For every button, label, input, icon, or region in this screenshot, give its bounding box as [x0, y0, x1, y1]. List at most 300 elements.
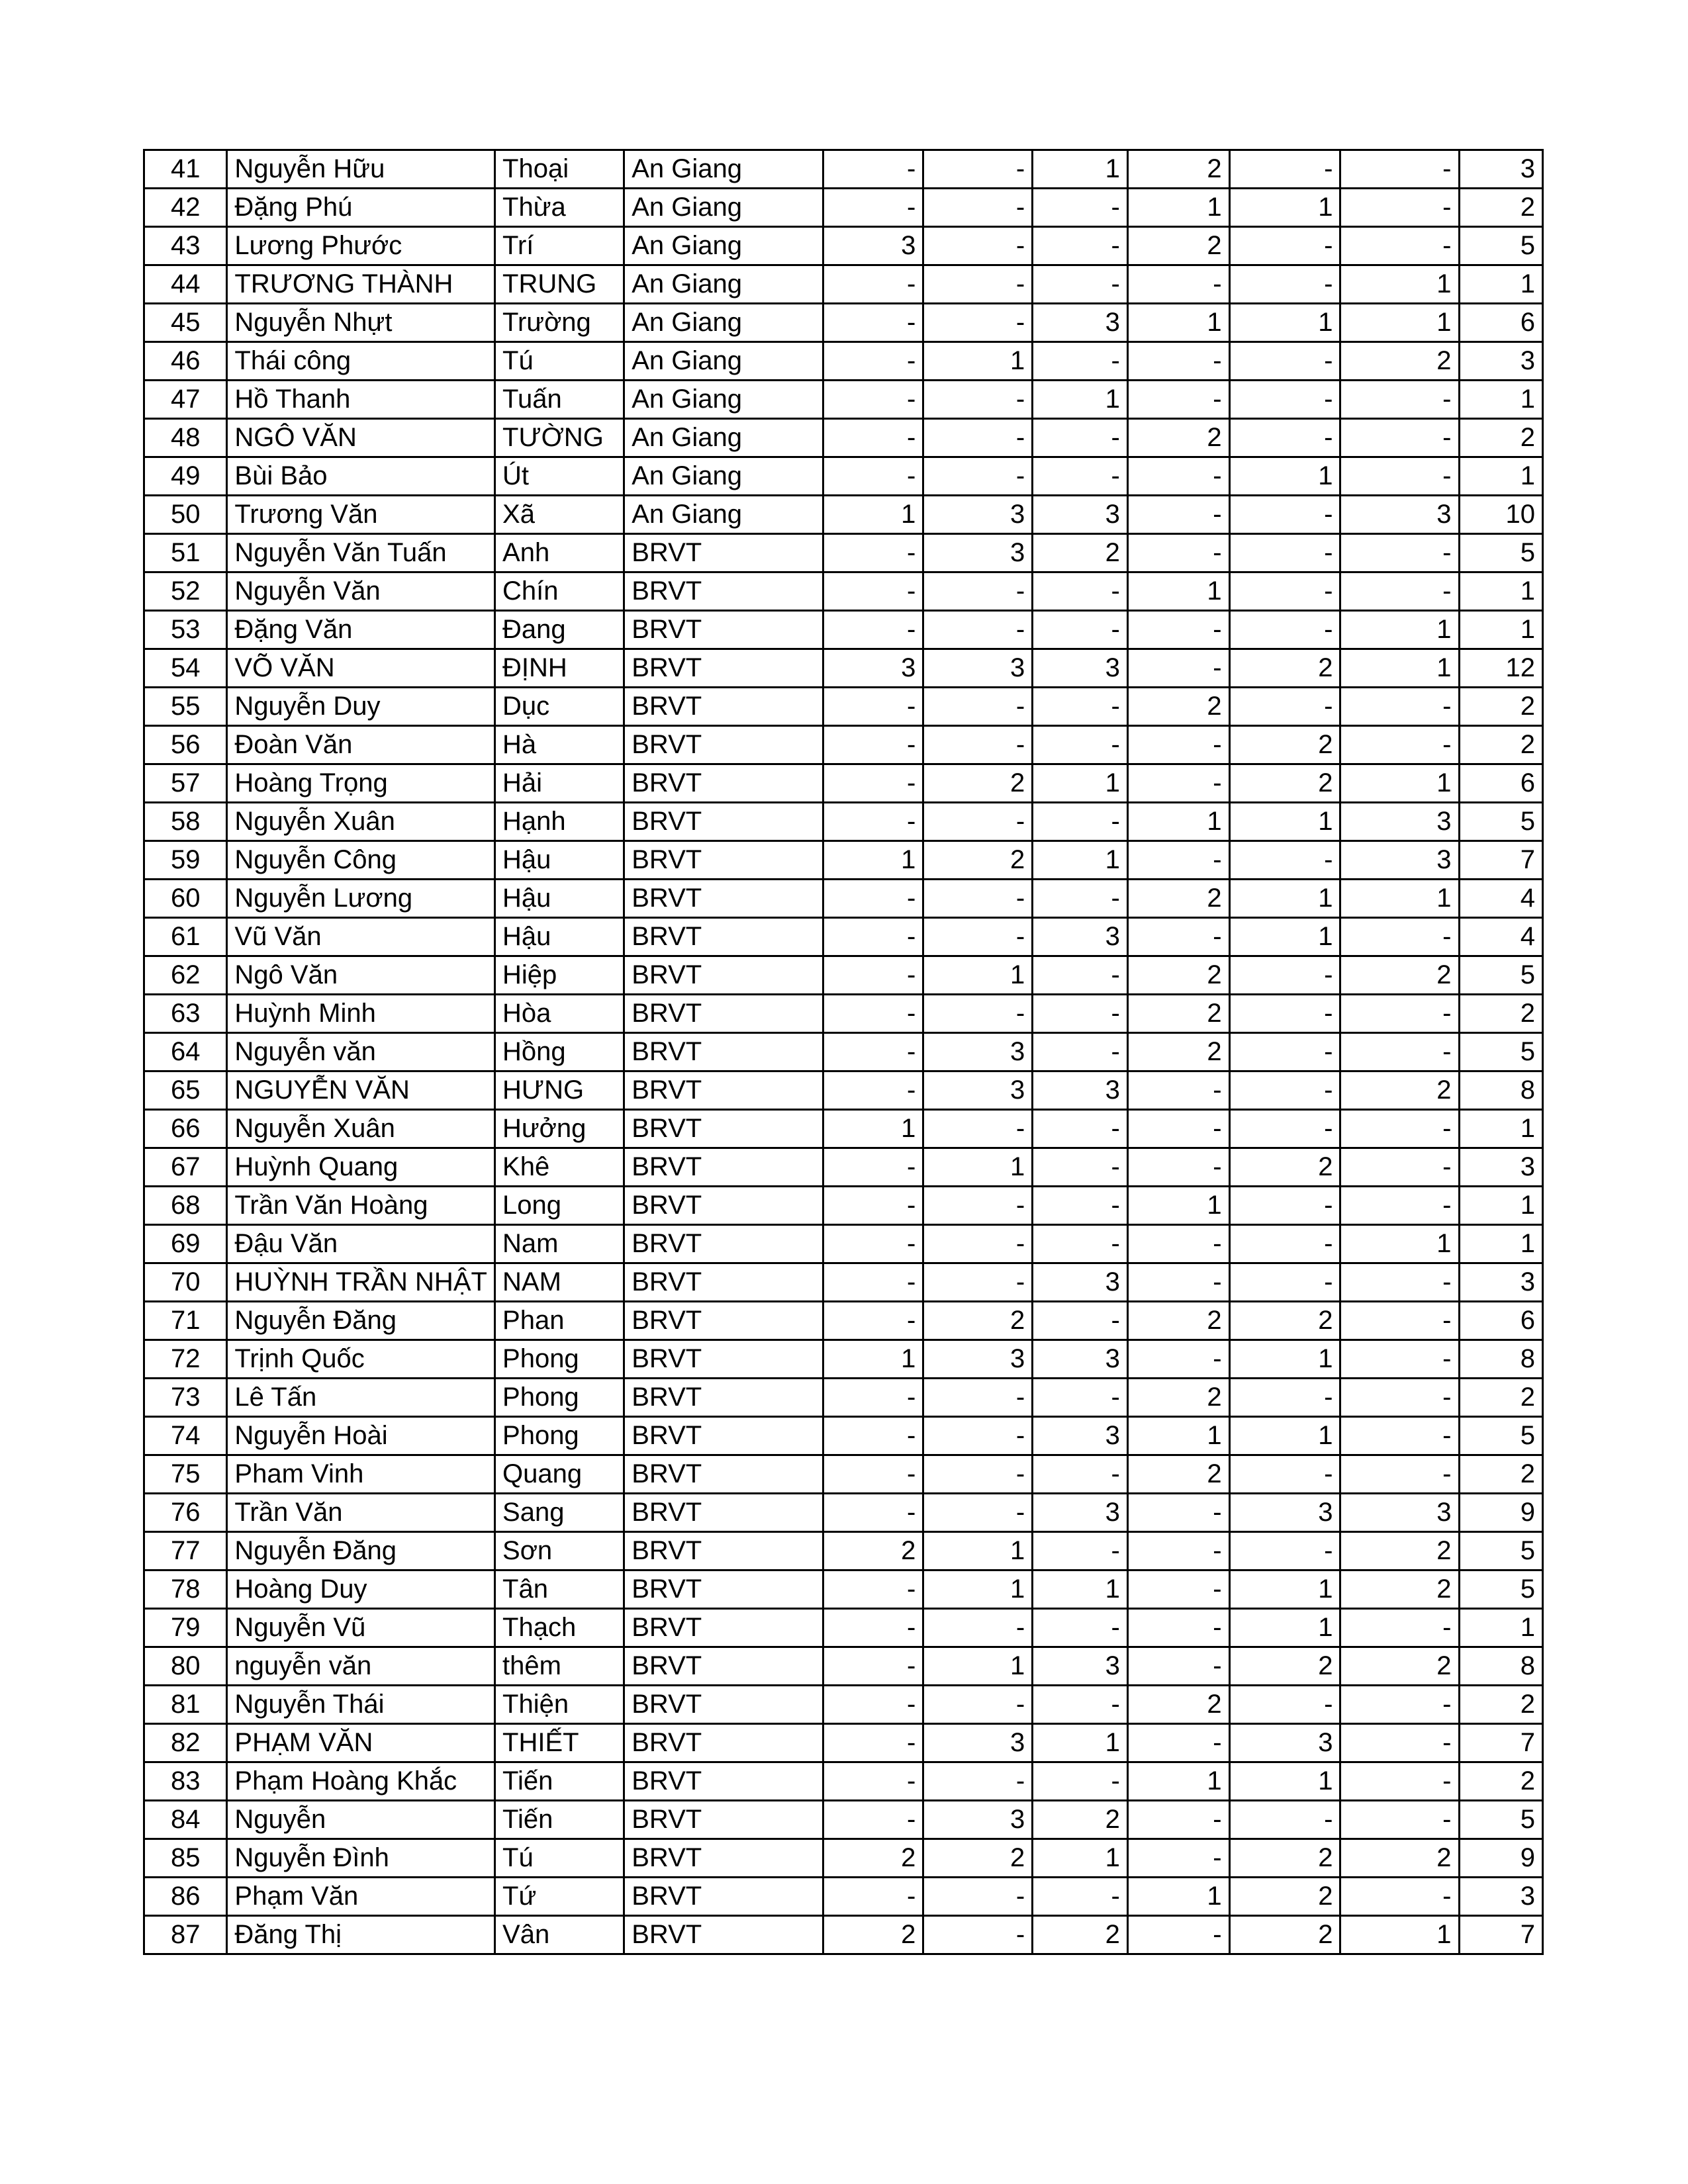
given-name-cell: Tiến: [495, 1801, 624, 1839]
score-4-cell: -: [1127, 726, 1229, 764]
score-5-cell: -: [1229, 1225, 1340, 1263]
table-row: [144, 189, 1543, 227]
score-5-cell: 1: [1229, 1417, 1340, 1455]
total-cell: 3: [1459, 1878, 1543, 1916]
table-row: [144, 534, 1543, 572]
table-row: [144, 1340, 1543, 1379]
total-cell: 1: [1459, 1225, 1543, 1263]
surname-cell: Lê Tấn: [227, 1379, 495, 1417]
score-6-cell: -: [1340, 1187, 1459, 1225]
score-6-cell: -: [1340, 534, 1459, 572]
province-cell: BRVT: [624, 956, 823, 995]
score-1-cell: -: [823, 764, 923, 803]
score-5-cell: -: [1229, 841, 1340, 880]
surname-cell: Phạm Hoàng Khắc: [227, 1762, 495, 1801]
province-cell: BRVT: [624, 726, 823, 764]
score-4-cell: -: [1127, 342, 1229, 381]
score-2-cell: -: [923, 1187, 1033, 1225]
row-number: 63: [144, 995, 227, 1033]
score-3-cell: 1: [1033, 764, 1128, 803]
score-4-cell: 2: [1127, 688, 1229, 726]
total-cell: 5: [1459, 534, 1543, 572]
score-2-cell: -: [923, 918, 1033, 956]
score-4-cell: -: [1127, 1532, 1229, 1570]
score-6-cell: -: [1340, 1878, 1459, 1916]
score-3-cell: 1: [1033, 1570, 1128, 1609]
score-5-cell: 2: [1229, 764, 1340, 803]
row-number: 71: [144, 1302, 227, 1340]
row-number: 79: [144, 1609, 227, 1647]
total-cell: 3: [1459, 342, 1543, 381]
score-6-cell: -: [1340, 1379, 1459, 1417]
score-4-cell: -: [1127, 1839, 1229, 1878]
score-3-cell: -: [1033, 1686, 1128, 1724]
row-number: 84: [144, 1801, 227, 1839]
score-5-cell: 3: [1229, 1724, 1340, 1762]
score-4-cell: -: [1127, 1110, 1229, 1148]
surname-cell: Nguyễn: [227, 1801, 495, 1839]
surname-cell: Nguyễn Thái: [227, 1686, 495, 1724]
table-row: [144, 1033, 1543, 1071]
table-row: [144, 1878, 1543, 1916]
score-3-cell: -: [1033, 1033, 1128, 1071]
table-row: [144, 1071, 1543, 1110]
score-3-cell: 2: [1033, 1916, 1128, 1954]
score-3-cell: 1: [1033, 841, 1128, 880]
total-cell: 5: [1459, 1570, 1543, 1609]
score-2-cell: 3: [923, 1071, 1033, 1110]
score-3-cell: 2: [1033, 534, 1128, 572]
province-cell: An Giang: [624, 304, 823, 342]
score-5-cell: 2: [1229, 649, 1340, 688]
total-cell: 3: [1459, 1148, 1543, 1187]
surname-cell: Bùi Bảo: [227, 457, 495, 496]
score-3-cell: -: [1033, 227, 1128, 265]
row-number: 46: [144, 342, 227, 381]
total-cell: 2: [1459, 419, 1543, 457]
score-2-cell: -: [923, 1263, 1033, 1302]
row-number: 72: [144, 1340, 227, 1379]
score-1-cell: -: [823, 1647, 923, 1686]
given-name-cell: TRUNG: [495, 265, 624, 304]
table-row: [144, 1148, 1543, 1187]
score-1-cell: -: [823, 1609, 923, 1647]
row-number: 70: [144, 1263, 227, 1302]
total-cell: 2: [1459, 726, 1543, 764]
score-2-cell: -: [923, 1609, 1033, 1647]
surname-cell: Ngô Văn: [227, 956, 495, 995]
surname-cell: Trần Văn: [227, 1494, 495, 1532]
score-1-cell: -: [823, 1379, 923, 1417]
table-row: [144, 1801, 1543, 1839]
given-name-cell: Phan: [495, 1302, 624, 1340]
surname-cell: Nguyễn Đăng: [227, 1532, 495, 1570]
row-number: 41: [144, 150, 227, 189]
score-1-cell: -: [823, 304, 923, 342]
given-name-cell: Hạnh: [495, 803, 624, 841]
total-cell: 5: [1459, 956, 1543, 995]
score-4-cell: -: [1127, 918, 1229, 956]
score-4-cell: -: [1127, 764, 1229, 803]
total-cell: 6: [1459, 764, 1543, 803]
score-5-cell: -: [1229, 150, 1340, 189]
given-name-cell: Hiệp: [495, 956, 624, 995]
score-2-cell: -: [923, 419, 1033, 457]
score-3-cell: -: [1033, 1302, 1128, 1340]
total-cell: 6: [1459, 1302, 1543, 1340]
score-1-cell: -: [823, 1455, 923, 1494]
score-4-cell: -: [1127, 1609, 1229, 1647]
total-cell: 5: [1459, 1033, 1543, 1071]
score-1-cell: -: [823, 342, 923, 381]
score-2-cell: 1: [923, 1647, 1033, 1686]
table-row: [144, 688, 1543, 726]
score-1-cell: -: [823, 1187, 923, 1225]
surname-cell: Hồ Thanh: [227, 381, 495, 419]
province-cell: BRVT: [624, 1302, 823, 1340]
score-2-cell: -: [923, 803, 1033, 841]
score-2-cell: -: [923, 1417, 1033, 1455]
score-5-cell: 2: [1229, 1302, 1340, 1340]
given-name-cell: Tứ: [495, 1878, 624, 1916]
table-row: [144, 1187, 1543, 1225]
table-row: [144, 1762, 1543, 1801]
given-name-cell: Anh: [495, 534, 624, 572]
province-cell: An Giang: [624, 457, 823, 496]
total-cell: 5: [1459, 1801, 1543, 1839]
surname-cell: Nguyễn Đình: [227, 1839, 495, 1878]
score-2-cell: -: [923, 688, 1033, 726]
score-2-cell: -: [923, 150, 1033, 189]
row-number: 51: [144, 534, 227, 572]
score-1-cell: -: [823, 956, 923, 995]
province-cell: BRVT: [624, 1609, 823, 1647]
row-number: 52: [144, 572, 227, 611]
row-number: 48: [144, 419, 227, 457]
score-2-cell: 2: [923, 764, 1033, 803]
province-cell: BRVT: [624, 649, 823, 688]
score-5-cell: 2: [1229, 1916, 1340, 1954]
score-5-cell: -: [1229, 995, 1340, 1033]
row-number: 42: [144, 189, 227, 227]
score-1-cell: -: [823, 1878, 923, 1916]
score-1-cell: 3: [823, 649, 923, 688]
score-6-cell: -: [1340, 1455, 1459, 1494]
score-5-cell: -: [1229, 1033, 1340, 1071]
score-5-cell: 1: [1229, 189, 1340, 227]
table-row: [144, 572, 1543, 611]
score-1-cell: -: [823, 726, 923, 764]
score-3-cell: 1: [1033, 150, 1128, 189]
score-1-cell: -: [823, 1225, 923, 1263]
score-4-cell: -: [1127, 1916, 1229, 1954]
total-cell: 9: [1459, 1839, 1543, 1878]
total-cell: 8: [1459, 1647, 1543, 1686]
surname-cell: Nguyễn Văn Tuấn: [227, 534, 495, 572]
row-number: 54: [144, 649, 227, 688]
score-6-cell: 2: [1340, 1570, 1459, 1609]
province-cell: BRVT: [624, 1532, 823, 1570]
province-cell: BRVT: [624, 1263, 823, 1302]
row-number: 58: [144, 803, 227, 841]
score-2-cell: -: [923, 611, 1033, 649]
score-4-cell: -: [1127, 1225, 1229, 1263]
score-4-cell: 2: [1127, 150, 1229, 189]
surname-cell: Nguyễn Duy: [227, 688, 495, 726]
row-number: 78: [144, 1570, 227, 1609]
score-1-cell: 3: [823, 227, 923, 265]
table-row: [144, 880, 1543, 918]
table-row: [144, 1417, 1543, 1455]
score-4-cell: -: [1127, 1647, 1229, 1686]
row-number: 80: [144, 1647, 227, 1686]
score-6-cell: -: [1340, 995, 1459, 1033]
score-1-cell: -: [823, 572, 923, 611]
given-name-cell: Tú: [495, 342, 624, 381]
score-1-cell: 2: [823, 1839, 923, 1878]
score-1-cell: -: [823, 995, 923, 1033]
province-cell: BRVT: [624, 880, 823, 918]
score-4-cell: 1: [1127, 1762, 1229, 1801]
score-5-cell: -: [1229, 1455, 1340, 1494]
table-row: [144, 1379, 1543, 1417]
province-cell: BRVT: [624, 1071, 823, 1110]
score-1-cell: -: [823, 457, 923, 496]
given-name-cell: Út: [495, 457, 624, 496]
score-4-cell: 2: [1127, 956, 1229, 995]
table-row: [144, 1532, 1543, 1570]
score-5-cell: 1: [1229, 1570, 1340, 1609]
score-3-cell: 3: [1033, 649, 1128, 688]
total-cell: 2: [1459, 1762, 1543, 1801]
score-5-cell: 2: [1229, 1878, 1340, 1916]
surname-cell: Nguyễn Văn: [227, 572, 495, 611]
surname-cell: VÕ VĂN: [227, 649, 495, 688]
score-5-cell: -: [1229, 1801, 1340, 1839]
given-name-cell: Hưởng: [495, 1110, 624, 1148]
surname-cell: Trương Văn: [227, 496, 495, 534]
score-5-cell: -: [1229, 1110, 1340, 1148]
score-6-cell: 1: [1340, 1916, 1459, 1954]
score-6-cell: -: [1340, 726, 1459, 764]
total-cell: 5: [1459, 803, 1543, 841]
score-6-cell: 2: [1340, 1839, 1459, 1878]
row-number: 86: [144, 1878, 227, 1916]
score-6-cell: -: [1340, 572, 1459, 611]
row-number: 67: [144, 1148, 227, 1187]
score-4-cell: -: [1127, 1494, 1229, 1532]
total-cell: 1: [1459, 572, 1543, 611]
score-2-cell: -: [923, 1379, 1033, 1417]
score-6-cell: -: [1340, 1148, 1459, 1187]
total-cell: 5: [1459, 1532, 1543, 1570]
table-row: [144, 457, 1543, 496]
score-6-cell: -: [1340, 918, 1459, 956]
province-cell: BRVT: [624, 534, 823, 572]
score-5-cell: -: [1229, 1263, 1340, 1302]
total-cell: 2: [1459, 189, 1543, 227]
surname-cell: HUỲNH TRẦN NHẬT: [227, 1263, 495, 1302]
score-1-cell: -: [823, 381, 923, 419]
surname-cell: Trần Văn Hoàng: [227, 1187, 495, 1225]
score-2-cell: -: [923, 1878, 1033, 1916]
province-cell: BRVT: [624, 1455, 823, 1494]
score-4-cell: 2: [1127, 880, 1229, 918]
score-5-cell: -: [1229, 381, 1340, 419]
score-3-cell: -: [1033, 880, 1128, 918]
score-3-cell: -: [1033, 1187, 1128, 1225]
score-5-cell: 2: [1229, 1839, 1340, 1878]
row-number: 61: [144, 918, 227, 956]
score-2-cell: -: [923, 227, 1033, 265]
given-name-cell: Phong: [495, 1417, 624, 1455]
surname-cell: Vũ Văn: [227, 918, 495, 956]
row-number: 44: [144, 265, 227, 304]
surname-cell: Huỳnh Minh: [227, 995, 495, 1033]
score-1-cell: -: [823, 1724, 923, 1762]
surname-cell: Nguyễn Công: [227, 841, 495, 880]
score-2-cell: 1: [923, 1570, 1033, 1609]
province-cell: BRVT: [624, 1417, 823, 1455]
score-5-cell: -: [1229, 572, 1340, 611]
score-5-cell: -: [1229, 956, 1340, 995]
score-1-cell: -: [823, 688, 923, 726]
score-4-cell: -: [1127, 1801, 1229, 1839]
given-name-cell: Trường: [495, 304, 624, 342]
score-2-cell: 3: [923, 1724, 1033, 1762]
row-number: 49: [144, 457, 227, 496]
row-number: 43: [144, 227, 227, 265]
score-3-cell: 3: [1033, 918, 1128, 956]
province-cell: An Giang: [624, 227, 823, 265]
total-cell: 1: [1459, 1187, 1543, 1225]
row-number: 56: [144, 726, 227, 764]
score-1-cell: 1: [823, 841, 923, 880]
score-4-cell: 1: [1127, 1878, 1229, 1916]
given-name-cell: thêm: [495, 1647, 624, 1686]
score-3-cell: 3: [1033, 496, 1128, 534]
score-3-cell: 3: [1033, 1417, 1128, 1455]
total-cell: 2: [1459, 995, 1543, 1033]
surname-cell: Nguyễn Xuân: [227, 803, 495, 841]
row-number: 62: [144, 956, 227, 995]
surname-cell: Nguyễn Xuân: [227, 1110, 495, 1148]
score-2-cell: 1: [923, 342, 1033, 381]
score-3-cell: -: [1033, 1762, 1128, 1801]
score-6-cell: 2: [1340, 1647, 1459, 1686]
score-5-cell: 1: [1229, 880, 1340, 918]
score-6-cell: -: [1340, 1033, 1459, 1071]
row-number: 85: [144, 1839, 227, 1878]
score-3-cell: 1: [1033, 1839, 1128, 1878]
score-1-cell: -: [823, 534, 923, 572]
score-6-cell: 1: [1340, 611, 1459, 649]
surname-cell: TRƯƠNG THÀNH: [227, 265, 495, 304]
table-row: [144, 419, 1543, 457]
score-1-cell: 1: [823, 1110, 923, 1148]
given-name-cell: Thừa: [495, 189, 624, 227]
row-number: 69: [144, 1225, 227, 1263]
given-name-cell: Hà: [495, 726, 624, 764]
score-5-cell: -: [1229, 342, 1340, 381]
row-number: 87: [144, 1916, 227, 1954]
given-name-cell: Long: [495, 1187, 624, 1225]
score-4-cell: 2: [1127, 227, 1229, 265]
given-name-cell: Dục: [495, 688, 624, 726]
given-name-cell: Tân: [495, 1570, 624, 1609]
score-6-cell: 2: [1340, 342, 1459, 381]
score-1-cell: -: [823, 1686, 923, 1724]
score-4-cell: 2: [1127, 1302, 1229, 1340]
score-5-cell: -: [1229, 1379, 1340, 1417]
province-cell: An Giang: [624, 342, 823, 381]
score-4-cell: 1: [1127, 572, 1229, 611]
province-cell: BRVT: [624, 572, 823, 611]
given-name-cell: Hải: [495, 764, 624, 803]
province-cell: BRVT: [624, 1187, 823, 1225]
table-row: [144, 764, 1543, 803]
province-cell: BRVT: [624, 688, 823, 726]
score-1-cell: -: [823, 189, 923, 227]
province-cell: An Giang: [624, 189, 823, 227]
score-4-cell: 2: [1127, 419, 1229, 457]
given-name-cell: Quang: [495, 1455, 624, 1494]
given-name-cell: ĐỊNH: [495, 649, 624, 688]
row-number: 73: [144, 1379, 227, 1417]
row-number: 83: [144, 1762, 227, 1801]
given-name-cell: Hòa: [495, 995, 624, 1033]
surname-cell: Trịnh Quốc: [227, 1340, 495, 1379]
total-cell: 3: [1459, 150, 1543, 189]
score-2-cell: -: [923, 1686, 1033, 1724]
table-row: [144, 803, 1543, 841]
score-3-cell: 3: [1033, 1263, 1128, 1302]
score-3-cell: -: [1033, 1609, 1128, 1647]
score-3-cell: -: [1033, 1455, 1128, 1494]
total-cell: 8: [1459, 1071, 1543, 1110]
score-6-cell: -: [1340, 688, 1459, 726]
score-2-cell: 2: [923, 1302, 1033, 1340]
score-2-cell: -: [923, 1225, 1033, 1263]
row-number: 75: [144, 1455, 227, 1494]
score-2-cell: -: [923, 880, 1033, 918]
score-1-cell: 1: [823, 1340, 923, 1379]
province-cell: BRVT: [624, 1839, 823, 1878]
score-3-cell: -: [1033, 1878, 1128, 1916]
score-3-cell: -: [1033, 342, 1128, 381]
score-5-cell: 1: [1229, 803, 1340, 841]
given-name-cell: Phong: [495, 1340, 624, 1379]
score-3-cell: -: [1033, 956, 1128, 995]
score-4-cell: -: [1127, 265, 1229, 304]
given-name-cell: NAM: [495, 1263, 624, 1302]
total-cell: 7: [1459, 841, 1543, 880]
score-3-cell: -: [1033, 611, 1128, 649]
score-6-cell: -: [1340, 189, 1459, 227]
score-5-cell: 1: [1229, 1762, 1340, 1801]
score-1-cell: -: [823, 1801, 923, 1839]
surname-cell: Nguyễn Lương: [227, 880, 495, 918]
table-row: [144, 726, 1543, 764]
score-3-cell: -: [1033, 265, 1128, 304]
table-row: [144, 1494, 1543, 1532]
score-1-cell: -: [823, 1148, 923, 1187]
surname-cell: Nguyễn Nhựt: [227, 304, 495, 342]
score-2-cell: 1: [923, 956, 1033, 995]
total-cell: 5: [1459, 227, 1543, 265]
score-1-cell: -: [823, 918, 923, 956]
score-2-cell: 3: [923, 496, 1033, 534]
